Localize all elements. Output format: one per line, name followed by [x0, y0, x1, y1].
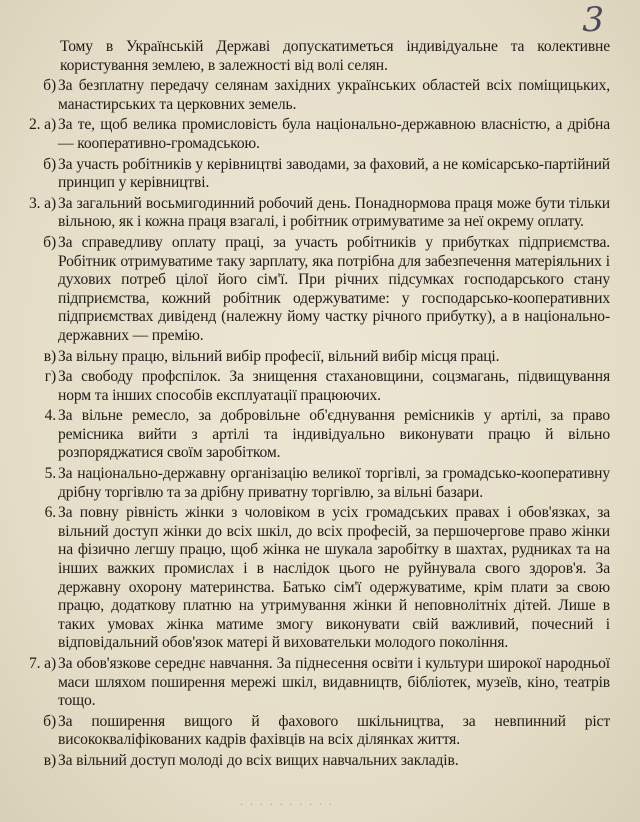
- item-text: За безплатну передачу селянам західних українських областей всіх поміщицьких, манастирських та церковних земель.: [58, 77, 610, 113]
- list-item-2a: [18, 116, 610, 153]
- item-text: За вільний доступ молоді до всіх вищих навчальних закладів.: [58, 751, 459, 769]
- item-text: За повну рівність жінки з чоловіком в усіх громадських правах і обов'язках, за вільний доступ жінки до всіх шкіл, до всіх професій, за першочергове право жінки на фізично легшу працю, щоб жінка не шукала заробітку в шахтах, рудниках та на інших важких промислах і в наслідок цього не руйнувала свого здоров'я. За державну охорону материнства. Батько сім'ї одержуватиме, крім плати за свою працю, додаткову платню на утримування жінки й неповнолітніх дітей. Лише в таких умовах жінка матиме змогу виконувати свій важливий, почесний і відповідальний обов'язок матері й виховательки молодого покоління.: [58, 504, 610, 652]
- list-item-2b: [18, 156, 610, 193]
- faint-stamp: · · · · · · · · · ·: [240, 800, 334, 811]
- item-text: Тому в Українській Державі допускатиметься індивідуальне та колективне користування землею, в залежності від волі селян.: [60, 38, 610, 74]
- item-text: За обов'язкове середнє навчання. За піднесення освіти і культури широкої народньої маси шляхом поширення мережі шкіл, видавництв, бібліотек, музеїв, кіно, театрів тощо.: [58, 655, 610, 710]
- item-marker: 4.: [44, 407, 56, 425]
- list-item-7v: [18, 752, 610, 771]
- item-marker: в): [43, 347, 56, 365]
- item-text: За свободу профспілок. За знищення стахановщини, соцзмагань, підвищування норм та інших способів експлуатації працюючих.: [58, 368, 610, 404]
- item-marker: в): [43, 751, 56, 769]
- list-item-3a: [18, 195, 610, 232]
- item-marker: б): [43, 233, 56, 251]
- item-marker: 3. а): [29, 194, 56, 212]
- item-marker: б): [43, 77, 56, 95]
- item-marker: 2. а): [29, 116, 56, 134]
- item-marker: б): [43, 712, 56, 730]
- list-item-7a: [18, 655, 610, 711]
- list-item-3v: [18, 348, 610, 367]
- list-item-4: [18, 407, 610, 463]
- paragraph-intro: [18, 38, 610, 75]
- list-item-3b: [18, 234, 610, 346]
- item-text: За вільну працю, вільний вибір професії, вільний вибір місця праці.: [58, 347, 500, 365]
- item-text: За національно-державну організацію великої торгівлі, за громадсько-кооперативну дрібну торгівлю та за дрібну приватну торгівлю, за вільні базари.: [58, 465, 610, 501]
- item-text: За вільне ремесло, за добровільне об'єднування ремісників у артілі, за право ремісника вийти з артілі та індивідуально виконувати працю й вільно розпоряджатися своїм заробітком.: [58, 407, 610, 462]
- list-item-6: [18, 504, 610, 653]
- item-text: За справедливу оплату праці, за участь робітників у прибутках підприємства. Робітник отримуватиме таку зарплату, яка потрібна для забезпечення матеріяльних і духових потреб цілої його сім'ї. При річних підсумках господарського стану підприємства, кожний робітник одержуватиме: у господарсько-кооперативних підприємствах дивіденд (належну йому частку річного прибутку), а в національно-державних — премію.: [58, 233, 610, 344]
- item-text: За участь робітників у керівництві заводами, за фаховий, а не комісарсько-партійний принцип у керівництві.: [58, 155, 610, 192]
- item-marker: г): [44, 368, 56, 386]
- list-item-7b: [18, 713, 610, 750]
- list-item-5: [18, 465, 610, 502]
- item-text: За те, щоб велика промисловість була національно-державною власністю, а дрібна — кооперативно-громадською.: [58, 116, 610, 152]
- item-text: За загальний восьмигодинний робочий день. Понаднормова праця може бути тільки вільною, як і кожна праця взагалі, і робітник отримуватиме за неї окрему оплату.: [58, 194, 610, 231]
- list-item-1b: [18, 77, 610, 114]
- item-marker: 5.: [44, 465, 56, 483]
- page-number: 3: [582, 0, 604, 40]
- item-marker: 7. а): [29, 655, 56, 672]
- document-body: [18, 38, 610, 771]
- item-marker: 6.: [44, 504, 56, 522]
- list-item-3g: [18, 368, 610, 405]
- item-text: За поширення вищого й фахового шкільництва, за невпинний ріст висококваліфікованих кадрів фахівців на всіх ділянках життя.: [58, 712, 610, 749]
- item-marker: б): [43, 155, 56, 173]
